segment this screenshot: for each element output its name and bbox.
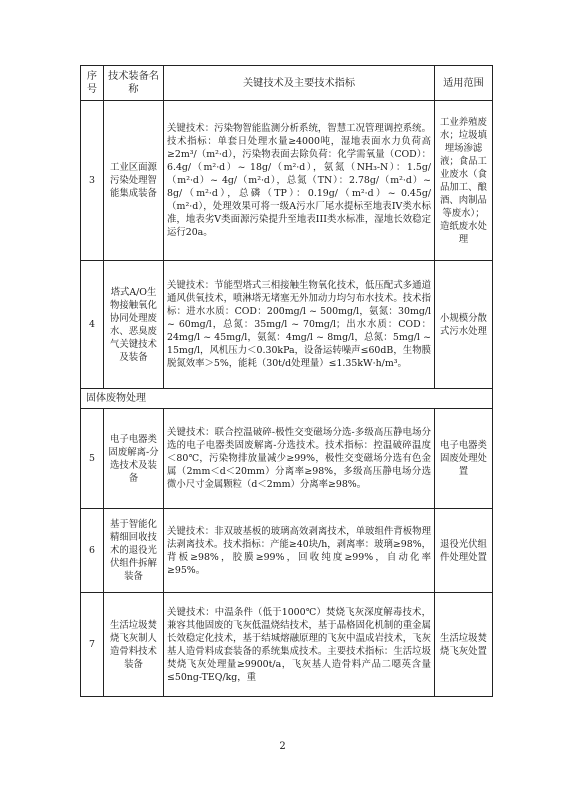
row-number: 4 — [81, 261, 104, 389]
equipment-name: 基于智能化精细回收技术的退役光伏组件拆解装备 — [104, 509, 164, 593]
table-row — [81, 261, 493, 389]
application-scope: 小规模分散式污水处理 — [435, 261, 493, 389]
row-number: 6 — [81, 509, 104, 593]
table-row — [81, 409, 493, 509]
application-scope: 退役光伏组件处理处置 — [435, 509, 493, 593]
row-number: 7 — [81, 593, 104, 697]
tech-description: 关键技术：联合控温破碎-极性交变磁场分选-多级高压静电场分选的电子电器类固废解离-分选技术。技术指标：控温破碎温度＜80℃，污染物排放量减少≥99%，极性交变磁场分选有色金属（2mm＜d＜20mm）分离率≥98%，多级高压静电场分选微小尺寸金属颗粒（d＜2mm）分离率≥98%。 — [164, 409, 435, 509]
equipment-name: 生活垃圾焚烧飞灰制人造骨料技术装备 — [104, 593, 164, 697]
page-number: 2 — [279, 741, 286, 752]
table-row — [81, 101, 493, 261]
tech-description: 关键技术：非双玻基板的玻璃高效剥离技术，单玻组件背板物理法剥离技术。技术指标：产能≥40块/h，剥离率：玻璃≥98%，背板≥98%，胶膜≥99%，回收纯度≥99%，自动化率≥95%。 — [164, 509, 435, 593]
application-scope: 工业养殖废水；垃圾填埋场渗滤液；食品工业废水（食品加工、酿酒、肉制品等废水）；造纸废水处理 — [435, 101, 493, 261]
tech-description: 关键技术：污染物智能监测分析系统，智慧工况管理调控系统。技术指标：单套日处理水量≥4000吨，湿地表面水力负荷高≥2m³/（m²·d），污染物表面去除负荷：化学需氧量（COD）：6.4g/（m²·d）~ 18g/（m²·d），氨氮（NH₃-N）：1.5g/（m²·d）~ 4g/（m²·d），总氮（TN）：2.78g/（m²·d）~ 8g/（m²·d），总磷（TP）：0.19g/（m²·d）~ 0.45g/（m²·d），处理效果可将一级A污水厂尾水提标至地表IV类水标准，地表劣V类面源污染提升至地表III类水标准，湿地长效稳定运行20a。 — [164, 101, 435, 261]
equipment-name: 电子电器类固废解离-分选技术及装备 — [104, 409, 164, 509]
header-no: 序号 — [81, 66, 104, 101]
section-title: 固体废物处理 — [81, 389, 493, 409]
header-scope: 适用范围 — [435, 66, 493, 101]
tech-description: 关键技术：中温条件（低于1000℃）焚烧飞灰深度解毒技术，兼容其他固废的飞灰低温烧结技术，基于晶格固化机制的重金属长效稳定化技术，基于结城熔融原理的飞灰中温成岩技术，飞灰基人造骨料成套装备的系统集成技术。主要技术指标：生活垃圾焚烧飞灰处理量≥9900t/a，飞灰基人造骨料产品二噁英含量≤50ng-TEQ/kg，重 — [164, 593, 435, 697]
application-scope: 电子电器类固废处理处置 — [435, 409, 493, 509]
header-tech: 关键技术及主要技术指标 — [164, 66, 435, 101]
technology-table — [80, 65, 493, 697]
row-number: 3 — [81, 101, 104, 261]
table-row — [81, 593, 493, 697]
tech-description: 关键技术：节能型塔式三相接触生物氧化技术，低压配式多通道通风供氧技术，喷淋塔无堵塞无外加动力均匀布水技术。技术指标：进水水质：COD：200mg/l ~ 500mg/l，氨氮：30mg/l ~ 60mg/l，总氮：35mg/l ~ 70mg/l；出水水质：COD：24mg/l ~ 45mg/l，氨氮：4mg/l ~ 8mg/l，总氮：5mg/l ~ 15mg/l，风机压力＜0.30kPa，设备运转噪声≤60dB，生物膜脱氮效率＞5%，能耗（30t/d处理量）≤1.35kW·h/m³。 — [164, 261, 435, 389]
application-scope: 生活垃圾焚烧飞灰处置 — [435, 593, 493, 697]
row-number: 5 — [81, 409, 104, 509]
header-equipment: 技术装备名称 — [104, 66, 164, 101]
table-header-row — [81, 66, 493, 101]
section-row — [81, 389, 493, 409]
equipment-name: 工业区面源污染处理智能集成装备 — [104, 101, 164, 261]
equipment-name: 塔式A/O生物接触氧化协同处理废水、恶臭废气关键技术及装备 — [104, 261, 164, 389]
table-row — [81, 509, 493, 593]
